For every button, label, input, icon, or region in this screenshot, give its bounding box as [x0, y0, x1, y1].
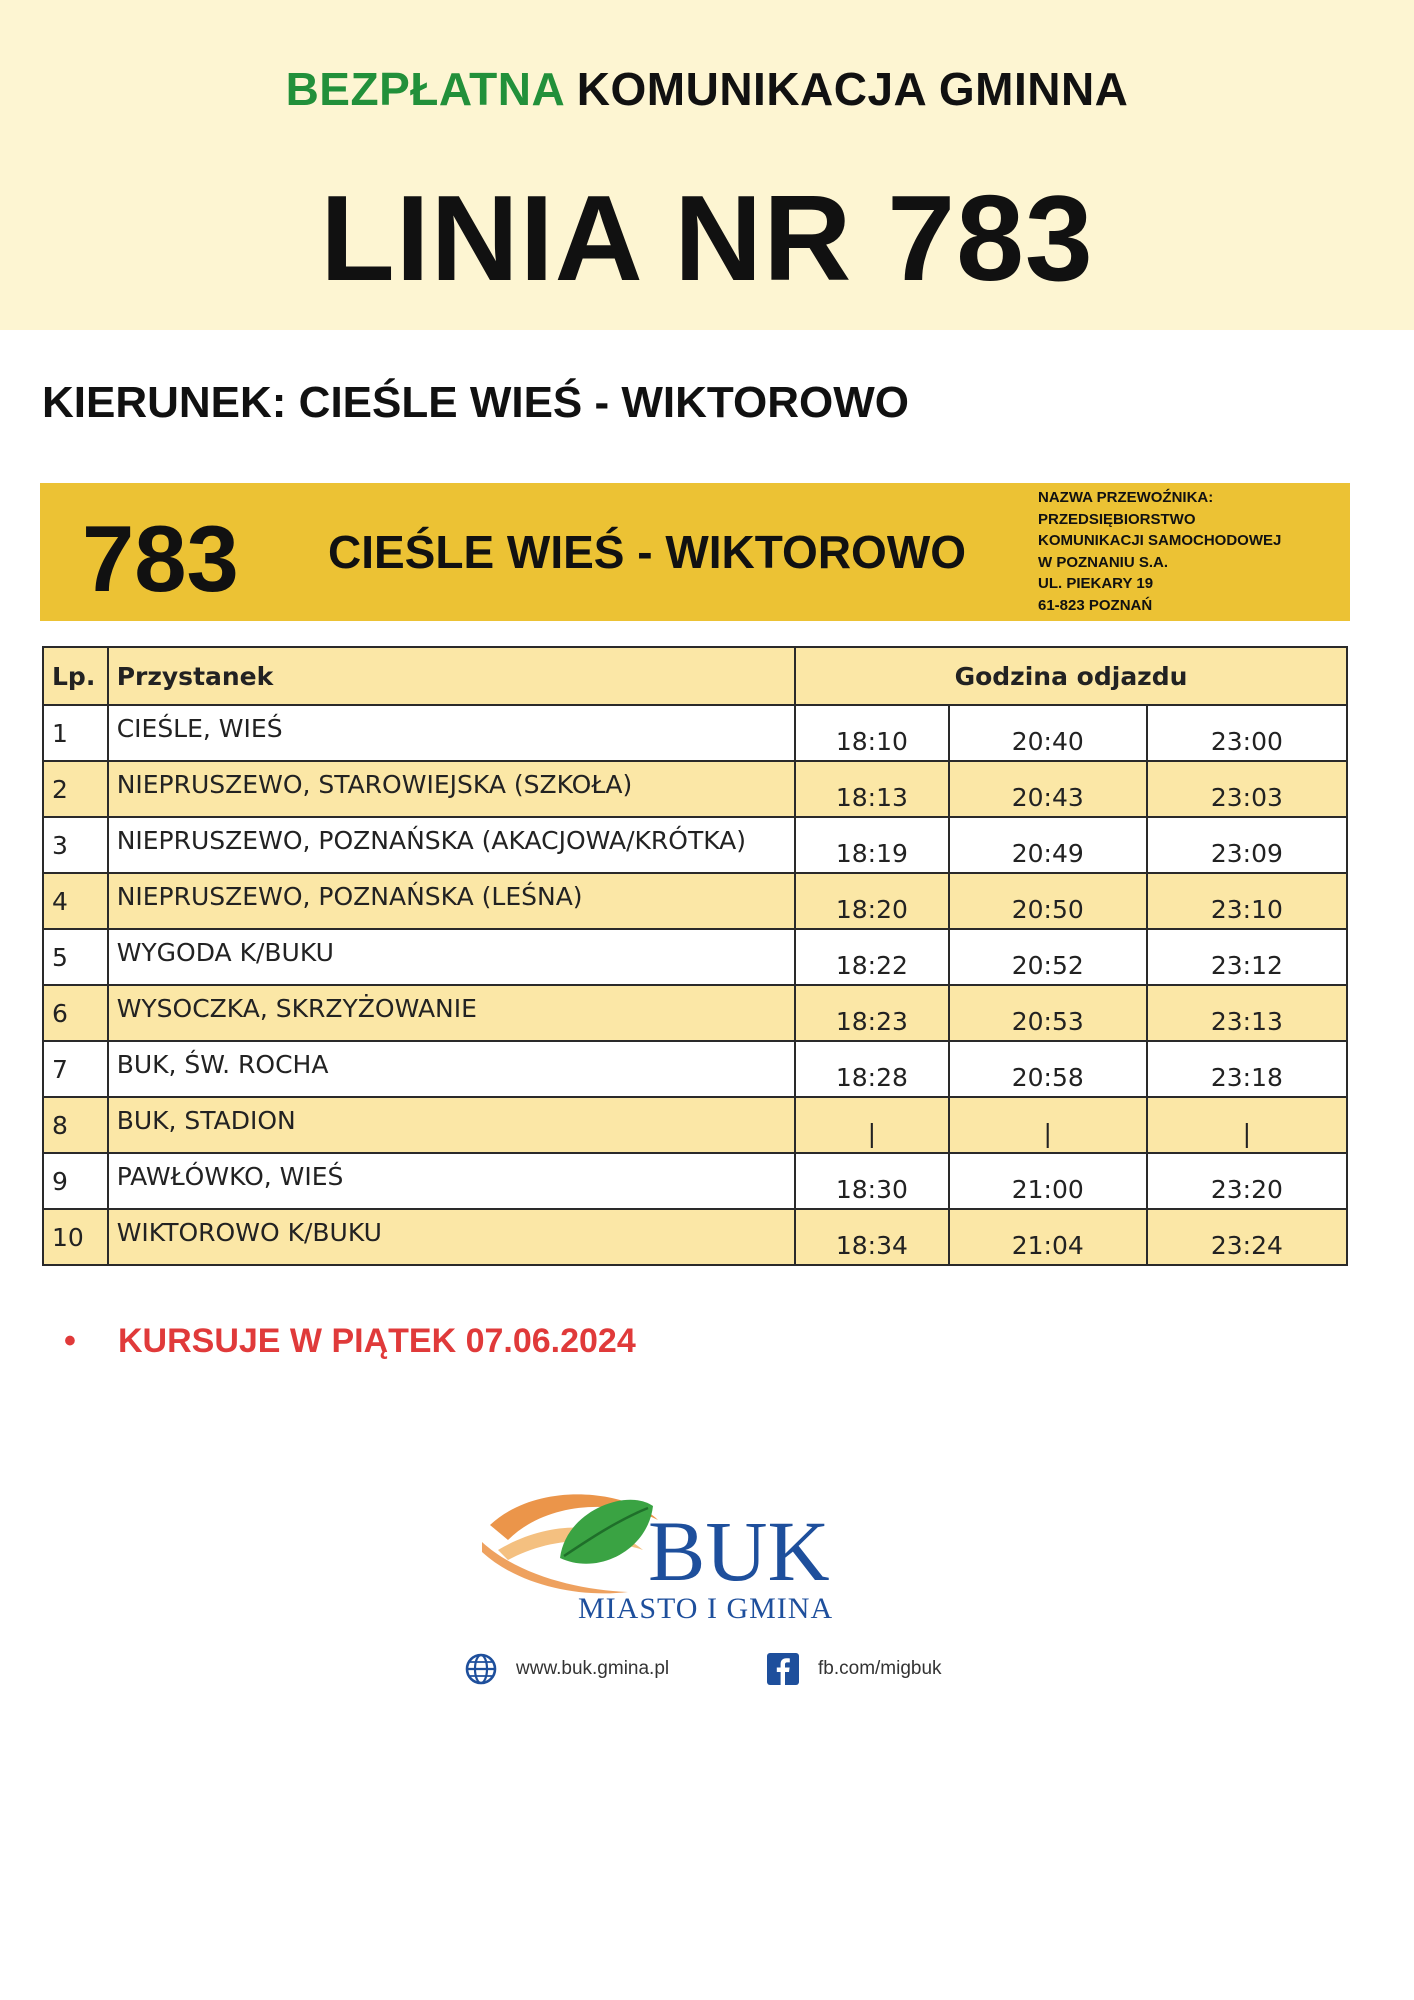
carrier-line: 61-823 POZNAŃ	[1038, 596, 1153, 614]
row-stop-name: CIEŚLE, WIEŚ	[108, 705, 795, 761]
row-departure-time: 18:28	[795, 1041, 949, 1097]
row-departure-time: 20:43	[949, 761, 1147, 817]
table-row	[43, 1153, 1347, 1209]
header-subtitle	[0, 62, 1414, 116]
row-departure-time: 23:09	[1147, 817, 1347, 873]
carrier-line: UL. PIEKARY 19	[1038, 575, 1154, 592]
row-departure-time: 23:13	[1147, 985, 1347, 1041]
row-stop-name: WYSOCZKA, SKRZYŻOWANIE	[108, 985, 795, 1041]
row-departure-time: 18:20	[795, 873, 949, 929]
logo-word: BUK	[648, 1503, 830, 1599]
table-row	[43, 1097, 1347, 1153]
row-lp: 9	[43, 1153, 108, 1209]
row-stop-name: NIEPRUSZEWO, STAROWIEJSKA (SZKOŁA)	[108, 761, 795, 817]
row-stop-name: NIEPRUSZEWO, POZNAŃSKA (LEŚNA)	[108, 873, 795, 929]
row-departure-time: 20:50	[949, 873, 1147, 929]
carrier-line: PRZEDSIĘBIORSTWO	[1038, 510, 1196, 528]
table-row	[43, 1041, 1347, 1097]
row-stop-name: WIKTOROWO K/BUKU	[108, 1209, 795, 1265]
header-banner	[0, 0, 1414, 330]
row-departure-time: 23:20	[1147, 1153, 1347, 1209]
facebook-icon	[766, 1652, 800, 1686]
row-departure-time: 18:10	[795, 705, 949, 761]
subtitle-free: BEZPŁATNA	[285, 63, 564, 115]
row-departure-time: 20:58	[949, 1041, 1147, 1097]
direction-heading: KIERUNEK: CIEŚLE WIEŚ - WIKTOROWO	[42, 378, 909, 427]
row-lp: 10	[43, 1209, 108, 1265]
row-lp: 6	[43, 985, 108, 1041]
row-stop-name: NIEPRUSZEWO, POZNAŃSKA (AKACJOWA/KRÓTKA)	[108, 817, 795, 873]
row-stop-name: PAWŁÓWKO, WIEŚ	[108, 1153, 795, 1209]
header-stop: Przystanek	[108, 647, 795, 705]
row-departure-time: 18:23	[795, 985, 949, 1041]
row-departure-time: 20:52	[949, 929, 1147, 985]
subtitle-transport: KOMUNIKACJA GMINNA	[576, 63, 1129, 115]
carrier-line: NAZWA PRZEWOŹNIKA:	[1038, 489, 1214, 506]
carrier-info	[1038, 487, 1338, 616]
note-bullet: •	[64, 1322, 76, 1360]
table-row	[43, 985, 1347, 1041]
row-lp: 3	[43, 817, 108, 873]
carrier-line: KOMUNIKACJI SAMOCHODOWEJ	[1038, 532, 1282, 549]
row-lp: 4	[43, 873, 108, 929]
facebook-text: fb.com/migbuk	[818, 1658, 942, 1679]
timetable-body	[43, 705, 1347, 1265]
timetable-header-row	[43, 647, 1347, 705]
row-departure-time: 23:24	[1147, 1209, 1347, 1265]
row-departure-time: 18:22	[795, 929, 949, 985]
row-lp: 1	[43, 705, 108, 761]
route-number: 783	[82, 506, 239, 611]
row-departure-time: 20:53	[949, 985, 1147, 1041]
row-departure-time: 23:12	[1147, 929, 1347, 985]
row-departure-time: 20:40	[949, 705, 1147, 761]
row-departure-time: 21:00	[949, 1153, 1147, 1209]
row-stop-name: BUK, ŚW. ROCHA	[108, 1041, 795, 1097]
row-departure-time: |	[1147, 1097, 1347, 1153]
globe-icon	[464, 1652, 498, 1686]
service-note	[64, 1322, 636, 1361]
header-departure-times: Godzina odjazdu	[795, 647, 1347, 705]
row-departure-time: 21:04	[949, 1209, 1147, 1265]
row-departure-time: 18:19	[795, 817, 949, 873]
timetable	[42, 646, 1348, 1266]
row-lp: 8	[43, 1097, 108, 1153]
line-title: LINIA NR 783	[320, 170, 1094, 306]
row-departure-time: 23:03	[1147, 761, 1347, 817]
carrier-line: W POZNANIU S.A.	[1038, 553, 1168, 571]
website-link[interactable]	[464, 1652, 669, 1686]
route-name: CIEŚLE WIEŚ - WIKTOROWO	[328, 526, 967, 578]
row-lp: 5	[43, 929, 108, 985]
row-departure-time: 20:49	[949, 817, 1147, 873]
row-departure-time: 23:00	[1147, 705, 1347, 761]
buk-logo	[478, 1480, 878, 1630]
footer	[0, 1652, 1414, 1692]
table-row	[43, 873, 1347, 929]
website-text: www.buk.gmina.pl	[516, 1658, 670, 1679]
row-departure-time: |	[949, 1097, 1147, 1153]
table-row	[43, 817, 1347, 873]
table-row	[43, 1209, 1347, 1265]
facebook-link[interactable]	[766, 1652, 942, 1686]
row-departure-time: 18:34	[795, 1209, 949, 1265]
table-row	[43, 705, 1347, 761]
row-lp: 7	[43, 1041, 108, 1097]
row-departure-time: 18:30	[795, 1153, 949, 1209]
table-row	[43, 761, 1347, 817]
row-departure-time: 23:10	[1147, 873, 1347, 929]
row-departure-time: |	[795, 1097, 949, 1153]
route-bar	[40, 483, 1350, 621]
logo-sub: MIASTO I GMINA	[578, 1592, 834, 1625]
row-lp: 2	[43, 761, 108, 817]
note-text: KURSUJE W PIĄTEK 07.06.2024	[118, 1322, 636, 1360]
row-departure-time: 18:13	[795, 761, 949, 817]
row-stop-name: WYGODA K/BUKU	[108, 929, 795, 985]
row-departure-time: 23:18	[1147, 1041, 1347, 1097]
row-stop-name: BUK, STADION	[108, 1097, 795, 1153]
table-row	[43, 929, 1347, 985]
header-lp: Lp.	[43, 647, 108, 705]
